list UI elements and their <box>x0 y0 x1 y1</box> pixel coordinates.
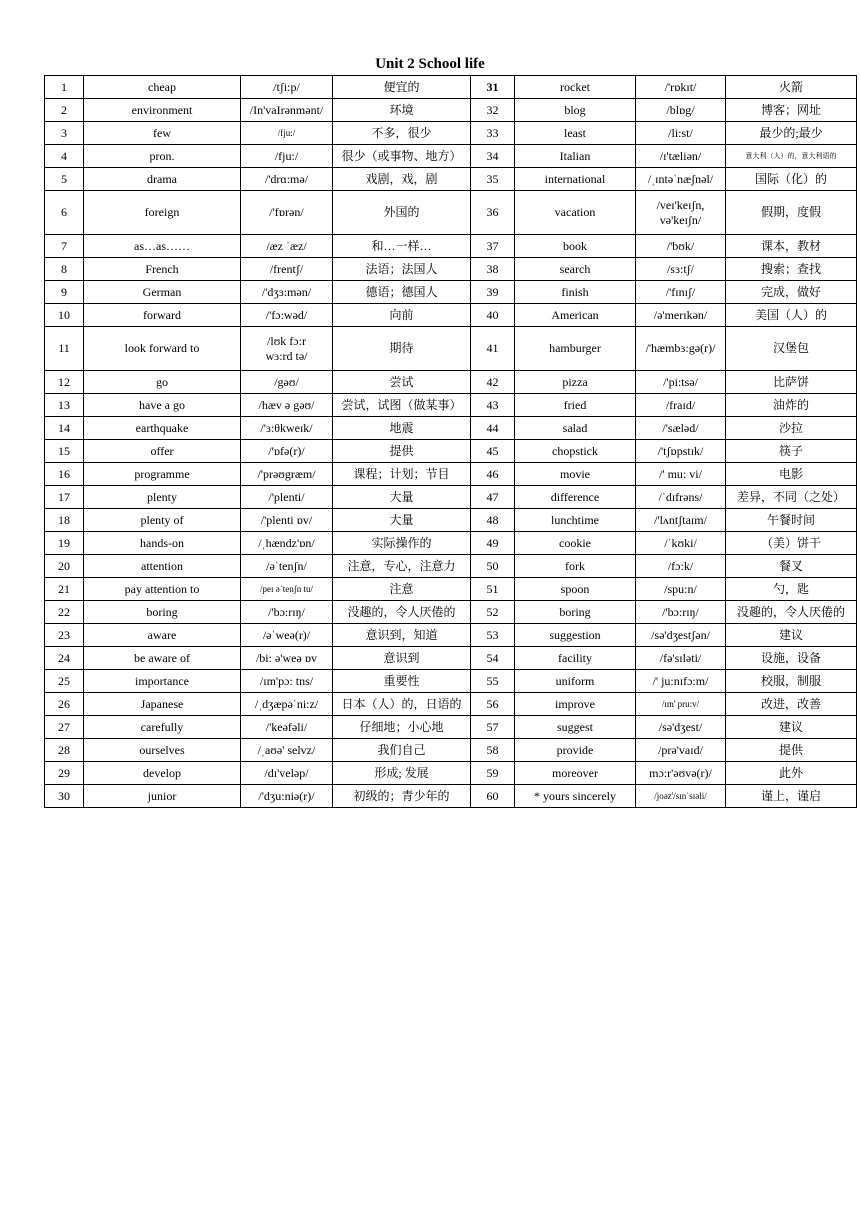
entry-meaning: 美国（人）的 <box>726 304 857 327</box>
entry-word: develop <box>84 762 241 785</box>
entry-number: 41 <box>471 327 515 371</box>
table-row <box>45 168 857 191</box>
entry-meaning: 电影 <box>726 463 857 486</box>
entry-number: 18 <box>45 509 84 532</box>
entry-phonetic: /'fɒrən/ <box>241 191 333 235</box>
table-row <box>45 555 857 578</box>
entry-word: blog <box>515 99 636 122</box>
entry-number: 1 <box>45 76 84 99</box>
entry-word: French <box>84 258 241 281</box>
entry-phonetic: /'bɔ:rɪŋ/ <box>241 601 333 624</box>
entry-meaning: 形成; 发展 <box>333 762 471 785</box>
entry-number: 27 <box>45 716 84 739</box>
entry-phonetic: /əˈweə(r)/ <box>241 624 333 647</box>
entry-meaning: 完成，做好 <box>726 281 857 304</box>
entry-word: uniform <box>515 670 636 693</box>
table-row <box>45 486 857 509</box>
entry-meaning: 大量 <box>333 486 471 509</box>
table-row <box>45 281 857 304</box>
entry-meaning: 建议 <box>726 716 857 739</box>
entry-number: 11 <box>45 327 84 371</box>
table-row <box>45 99 857 122</box>
entry-number: 7 <box>45 235 84 258</box>
entry-phonetic: /ə'merɪkən/ <box>636 304 726 327</box>
entry-phonetic: /fju:/ <box>241 145 333 168</box>
table-row <box>45 304 857 327</box>
entry-number: 15 <box>45 440 84 463</box>
entry-meaning: 注意 <box>333 578 471 601</box>
entry-meaning: 和…一样… <box>333 235 471 258</box>
entry-number: 53 <box>471 624 515 647</box>
entry-meaning: 重要性 <box>333 670 471 693</box>
entry-number: 50 <box>471 555 515 578</box>
entry-word: ourselves <box>84 739 241 762</box>
entry-number: 54 <box>471 647 515 670</box>
entry-meaning: 筷子 <box>726 440 857 463</box>
entry-phonetic <box>241 327 333 371</box>
entry-meaning: 没趣的，令人厌倦的 <box>333 601 471 624</box>
entry-meaning: 设施，设备 <box>726 647 857 670</box>
entry-phonetic: /peɪ əˈtenʃn tu/ <box>241 578 333 601</box>
entry-word: forward <box>84 304 241 327</box>
entry-meaning: 日本（人）的，日语的 <box>333 693 471 716</box>
entry-word: chopstick <box>515 440 636 463</box>
entry-word: vacation <box>515 191 636 235</box>
table-row <box>45 693 857 716</box>
entry-phonetic: /ˌdʒæpəˈni:z/ <box>241 693 333 716</box>
entry-word: environment <box>84 99 241 122</box>
entry-meaning: 提供 <box>333 440 471 463</box>
entry-phonetic: /æz ˈæz/ <box>241 235 333 258</box>
entry-number: 17 <box>45 486 84 509</box>
entry-phonetic: /'plenti ɒv/ <box>241 509 333 532</box>
table-row <box>45 532 857 555</box>
entry-number: 8 <box>45 258 84 281</box>
vocabulary-table <box>44 75 857 808</box>
entry-phonetic: /sɜ:tʃ/ <box>636 258 726 281</box>
entry-word: lunchtime <box>515 509 636 532</box>
entry-word: look forward to <box>84 327 241 371</box>
entry-number: 39 <box>471 281 515 304</box>
entry-number: 42 <box>471 371 515 394</box>
entry-word: boring <box>84 601 241 624</box>
entry-phonetic: /'tʃɒpstɪk/ <box>636 440 726 463</box>
entry-phonetic: /gəʊ/ <box>241 371 333 394</box>
entry-meaning: 改进，改善 <box>726 693 857 716</box>
entry-phonetic: /fɔ:k/ <box>636 555 726 578</box>
table-row <box>45 394 857 417</box>
entry-phonetic: /'bʊk/ <box>636 235 726 258</box>
entry-phonetic: /fju:/ <box>241 122 333 145</box>
entry-number: 35 <box>471 168 515 191</box>
entry-number: 37 <box>471 235 515 258</box>
entry-phonetic: /'plenti/ <box>241 486 333 509</box>
entry-word: few <box>84 122 241 145</box>
entry-number: 55 <box>471 670 515 693</box>
table-row <box>45 258 857 281</box>
entry-phonetic: /'fɔ:wəd/ <box>241 304 333 327</box>
entry-number: 57 <box>471 716 515 739</box>
entry-number: 49 <box>471 532 515 555</box>
table-row <box>45 76 857 99</box>
entry-word: attention <box>84 555 241 578</box>
entry-number: 45 <box>471 440 515 463</box>
entry-phonetic <box>636 191 726 235</box>
entry-phonetic: /prə'vaɪd/ <box>636 739 726 762</box>
table-row <box>45 785 857 808</box>
entry-word: plenty <box>84 486 241 509</box>
entry-number: 59 <box>471 762 515 785</box>
entry-word: carefully <box>84 716 241 739</box>
entry-phonetic: /'hæmbɜ:gə(r)/ <box>636 327 726 371</box>
entry-word: Italian <box>515 145 636 168</box>
entry-word: difference <box>515 486 636 509</box>
entry-phonetic: /əˈtenʃn/ <box>241 555 333 578</box>
table-row <box>45 601 857 624</box>
entry-word: drama <box>84 168 241 191</box>
entry-meaning: 意识到，知道 <box>333 624 471 647</box>
entry-phonetic: /'lʌntʃtaɪm/ <box>636 509 726 532</box>
table-row <box>45 762 857 785</box>
entry-word: Japanese <box>84 693 241 716</box>
entry-phonetic: /ɪm' pru:v/ <box>636 693 726 716</box>
entry-word: pay attention to <box>84 578 241 601</box>
entry-phonetic: /' mu: vi/ <box>636 463 726 486</box>
entry-word: American <box>515 304 636 327</box>
entry-meaning: 注意，专心，注意力 <box>333 555 471 578</box>
entry-word: hands-on <box>84 532 241 555</box>
table-row <box>45 739 857 762</box>
table-row <box>45 327 857 371</box>
entry-meaning: 搜索；查找 <box>726 258 857 281</box>
entry-phonetic: /fraɪd/ <box>636 394 726 417</box>
entry-phonetic: /'rɒkɪt/ <box>636 76 726 99</box>
table-row <box>45 145 857 168</box>
entry-word: German <box>84 281 241 304</box>
entry-number: 9 <box>45 281 84 304</box>
page-title: Unit 2 School life <box>375 56 485 72</box>
entry-number: 25 <box>45 670 84 693</box>
entry-number: 52 <box>471 601 515 624</box>
entry-meaning: 勺，匙 <box>726 578 857 601</box>
entry-meaning: （美）饼干 <box>726 532 857 555</box>
entry-phonetic: /bi: ə'weə ɒv <box>241 647 333 670</box>
entry-phonetic: /'bɔ:rɪŋ/ <box>636 601 726 624</box>
table-row <box>45 235 857 258</box>
entry-number: 4 <box>45 145 84 168</box>
entry-meaning: 汉堡包 <box>726 327 857 371</box>
entry-phonetic: /ˈkʊki/ <box>636 532 726 555</box>
entry-word: cookie <box>515 532 636 555</box>
entry-meaning: 火箭 <box>726 76 857 99</box>
entry-word: earthquake <box>84 417 241 440</box>
entry-meaning: 提供 <box>726 739 857 762</box>
entry-phonetic: /fə'sɪləti/ <box>636 647 726 670</box>
entry-meaning: 外国的 <box>333 191 471 235</box>
entry-meaning: 戏剧，戏，剧 <box>333 168 471 191</box>
entry-word: facility <box>515 647 636 670</box>
table-row <box>45 191 857 235</box>
entry-word: programme <box>84 463 241 486</box>
entry-number: 48 <box>471 509 515 532</box>
entry-word: go <box>84 371 241 394</box>
entry-word: suggestion <box>515 624 636 647</box>
entry-word: pron. <box>84 145 241 168</box>
entry-number: 23 <box>45 624 84 647</box>
entry-number: 24 <box>45 647 84 670</box>
entry-word: have a go <box>84 394 241 417</box>
entry-meaning: 课本，教材 <box>726 235 857 258</box>
entry-phonetic: /'ɜ:θkweɪk/ <box>241 417 333 440</box>
entry-number: 13 <box>45 394 84 417</box>
entry-number: 56 <box>471 693 515 716</box>
entry-meaning: 地震 <box>333 417 471 440</box>
entry-word: hamburger <box>515 327 636 371</box>
entry-number: 33 <box>471 122 515 145</box>
entry-phonetic-line: /lʊk fɔ:r <box>267 333 306 348</box>
entry-number: 21 <box>45 578 84 601</box>
entry-word: pizza <box>515 371 636 394</box>
entry-phonetic: /'prəʊgræm/ <box>241 463 333 486</box>
entry-number: 10 <box>45 304 84 327</box>
table-row <box>45 624 857 647</box>
entry-phonetic: /spu:n/ <box>636 578 726 601</box>
entry-meaning: 很少（或事物、地方） <box>333 145 471 168</box>
entry-meaning: 向前 <box>333 304 471 327</box>
table-row <box>45 417 857 440</box>
entry-number: 29 <box>45 762 84 785</box>
entry-meaning: 尝试 <box>333 371 471 394</box>
entry-meaning: 建议 <box>726 624 857 647</box>
entry-number: 58 <box>471 739 515 762</box>
entry-meaning: 博客；网址 <box>726 99 857 122</box>
entry-phonetic: /tʃi:p/ <box>241 76 333 99</box>
entry-meaning: 便宜的 <box>333 76 471 99</box>
entry-number: 14 <box>45 417 84 440</box>
table-row <box>45 578 857 601</box>
entry-number: 44 <box>471 417 515 440</box>
entry-word: international <box>515 168 636 191</box>
entry-word: book <box>515 235 636 258</box>
entry-phonetic: /'ɒfə(r)/ <box>241 440 333 463</box>
entry-meaning: 环境 <box>333 99 471 122</box>
entry-phonetic: /ˌɪntəˈnæʃnəl/ <box>636 168 726 191</box>
entry-number: 36 <box>471 191 515 235</box>
entry-number: 38 <box>471 258 515 281</box>
entry-meaning: 差异，不同（之处） <box>726 486 857 509</box>
entry-meaning: 油炸的 <box>726 394 857 417</box>
entry-number: 2 <box>45 99 84 122</box>
entry-phonetic: /ˌhændz'ɒn/ <box>241 532 333 555</box>
entry-phonetic: /'dʒu:niə(r)/ <box>241 785 333 808</box>
entry-number: 34 <box>471 145 515 168</box>
entry-phonetic: /joəz'/sɪnˈsɪəli/ <box>636 785 726 808</box>
table-row <box>45 509 857 532</box>
entry-meaning: 意识到 <box>333 647 471 670</box>
entry-word: * yours sincerely <box>515 785 636 808</box>
entry-phonetic: /' ju:nɪfɔ:m/ <box>636 670 726 693</box>
table-row <box>45 647 857 670</box>
entry-number: 47 <box>471 486 515 509</box>
entry-number: 22 <box>45 601 84 624</box>
entry-phonetic: /ɪm'pɔ: tns/ <box>241 670 333 693</box>
entry-word: offer <box>84 440 241 463</box>
entry-number: 12 <box>45 371 84 394</box>
entry-phonetic-line: wɜ:rd tə/ <box>265 348 308 363</box>
entry-number: 51 <box>471 578 515 601</box>
table-row <box>45 122 857 145</box>
entry-number: 46 <box>471 463 515 486</box>
entry-word: improve <box>515 693 636 716</box>
entry-word: aware <box>84 624 241 647</box>
entry-phonetic: /'drɑ:mə/ <box>241 168 333 191</box>
entry-word: fried <box>515 394 636 417</box>
entry-phonetic-line: /veɪ'keɪʃn, <box>656 197 705 212</box>
entry-word: least <box>515 122 636 145</box>
entry-phonetic: /In'vaIrənmənt/ <box>241 99 333 122</box>
table-row <box>45 716 857 739</box>
entry-word: be aware of <box>84 647 241 670</box>
entry-word: as…as…… <box>84 235 241 258</box>
entry-phonetic: mɔ:r'əʊvə(r)/ <box>636 762 726 785</box>
entry-meaning: 仔细地；小心地 <box>333 716 471 739</box>
entry-meaning: 午餐时间 <box>726 509 857 532</box>
entry-word: rocket <box>515 76 636 99</box>
entry-number: 30 <box>45 785 84 808</box>
entry-phonetic: /ˌaʊə' selvz/ <box>241 739 333 762</box>
entry-meaning: 法语；法国人 <box>333 258 471 281</box>
entry-meaning: 不多，很少 <box>333 122 471 145</box>
entry-word: finish <box>515 281 636 304</box>
entry-word: foreign <box>84 191 241 235</box>
entry-number: 6 <box>45 191 84 235</box>
entry-number: 32 <box>471 99 515 122</box>
entry-meaning: 初级的；青少年的 <box>333 785 471 808</box>
entry-number: 20 <box>45 555 84 578</box>
entry-phonetic: /frentʃ/ <box>241 258 333 281</box>
entry-word: movie <box>515 463 636 486</box>
entry-meaning: 德语；德国人 <box>333 281 471 304</box>
entry-phonetic: /sə'dʒest/ <box>636 716 726 739</box>
entry-phonetic: /'dʒɜ:mən/ <box>241 281 333 304</box>
entry-phonetic: /ɪ'tæliən/ <box>636 145 726 168</box>
entry-phonetic: /'pi:tsə/ <box>636 371 726 394</box>
entry-number: 5 <box>45 168 84 191</box>
entry-number: 19 <box>45 532 84 555</box>
entry-word: junior <box>84 785 241 808</box>
entry-number: 16 <box>45 463 84 486</box>
entry-word: moreover <box>515 762 636 785</box>
entry-meaning: 假期，度假 <box>726 191 857 235</box>
entry-phonetic: /li:st/ <box>636 122 726 145</box>
table-row <box>45 670 857 693</box>
entry-meaning: 实际操作的 <box>333 532 471 555</box>
entry-phonetic: /sə'dʒestʃən/ <box>636 624 726 647</box>
entry-meaning: 课程；计划；节目 <box>333 463 471 486</box>
entry-word: cheap <box>84 76 241 99</box>
entry-meaning: 最少的;最少 <box>726 122 857 145</box>
entry-word: fork <box>515 555 636 578</box>
entry-word: spoon <box>515 578 636 601</box>
entry-number: 26 <box>45 693 84 716</box>
entry-meaning: 此外 <box>726 762 857 785</box>
entry-meaning: 没趣的，令人厌倦的 <box>726 601 857 624</box>
entry-phonetic: /dɪ'veləp/ <box>241 762 333 785</box>
entry-meaning: 我们自己 <box>333 739 471 762</box>
entry-meaning: 意大利（人）的，意大利语的 <box>726 145 857 168</box>
entry-number: 28 <box>45 739 84 762</box>
entry-number: 43 <box>471 394 515 417</box>
entry-meaning: 尝试，试图（做某事） <box>333 394 471 417</box>
entry-meaning: 期待 <box>333 327 471 371</box>
entry-phonetic: /'sæləd/ <box>636 417 726 440</box>
entry-meaning: 大量 <box>333 509 471 532</box>
table-row <box>45 371 857 394</box>
entry-meaning: 校服，制服 <box>726 670 857 693</box>
table-row <box>45 440 857 463</box>
entry-number: 60 <box>471 785 515 808</box>
entry-phonetic: /hæv ə gəʊ/ <box>241 394 333 417</box>
entry-phonetic: /blɒg/ <box>636 99 726 122</box>
entry-number: 31 <box>471 76 515 99</box>
entry-number: 3 <box>45 122 84 145</box>
entry-meaning: 餐叉 <box>726 555 857 578</box>
entry-word: salad <box>515 417 636 440</box>
entry-word: provide <box>515 739 636 762</box>
entry-phonetic-line: və'keɪʃn/ <box>659 212 702 227</box>
entry-phonetic: /ˈdɪfrəns/ <box>636 486 726 509</box>
entry-phonetic: /'fɪnɪʃ/ <box>636 281 726 304</box>
entry-word: boring <box>515 601 636 624</box>
entry-phonetic: /'keəfəli/ <box>241 716 333 739</box>
entry-number: 40 <box>471 304 515 327</box>
entry-meaning: 谨上，谨启 <box>726 785 857 808</box>
entry-word: search <box>515 258 636 281</box>
entry-word: suggest <box>515 716 636 739</box>
entry-meaning: 比萨饼 <box>726 371 857 394</box>
table-row <box>45 463 857 486</box>
entry-meaning: 沙拉 <box>726 417 857 440</box>
entry-meaning: 国际（化）的 <box>726 168 857 191</box>
entry-word: plenty of <box>84 509 241 532</box>
entry-word: importance <box>84 670 241 693</box>
